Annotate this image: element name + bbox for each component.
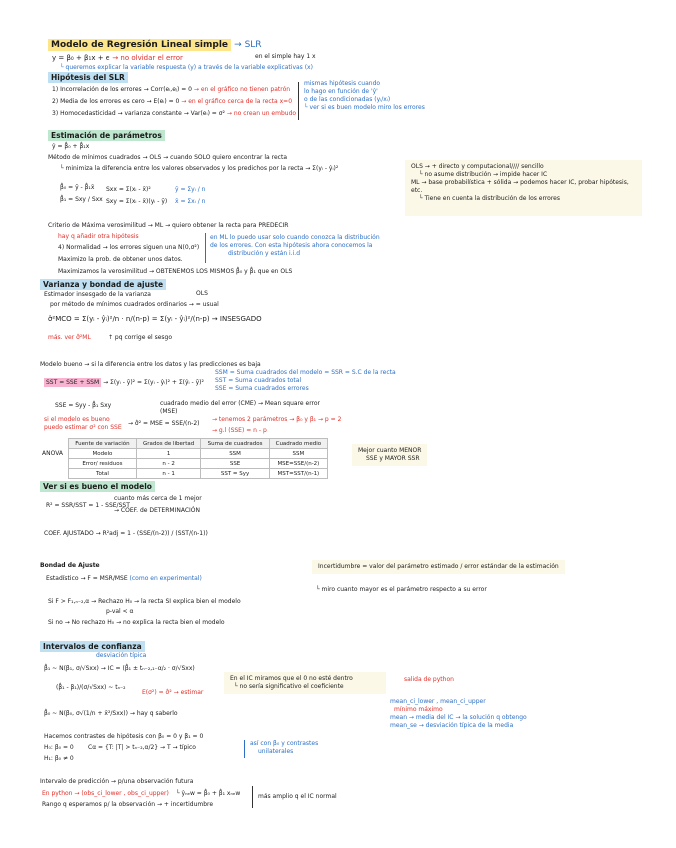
modelo-bueno-estimar: si el modelo es bueno puedo estimar σ² con SSE — [44, 416, 122, 431]
bondad-pval: p-val < α — [106, 608, 134, 615]
r2-note-2: → COEF. de DETERMINACIÓN — [114, 507, 200, 514]
r2-title: Ver si es bueno el modelo — [40, 482, 155, 491]
mse-formula: → σ̂² = MSE = SSE/(n-2) — [128, 420, 200, 427]
varianza-title: Varianza y bondad de ajuste — [40, 280, 166, 289]
hipotesis-item-3: 3) Homocedasticidad → varianza constante → Var(eᵢ) = σ² → no crean un embudo — [52, 110, 297, 117]
ols-label: OLS — [196, 290, 208, 297]
formula-xbar: x̄ = Σxᵢ / n — [175, 198, 206, 205]
page-title: Modelo de Regresión Lineal simple → SLR — [48, 40, 262, 50]
table-row: Total n - 1 SST = Syy MST=SST/(n-1) — [69, 469, 328, 479]
estimacion-title: Estimación de parámetros — [48, 131, 165, 140]
incertidumbre-subnote: └ miro cuanto mayor es el parámetro respecto a su error — [316, 586, 487, 593]
bondad-title: Bondad de Ajuste — [40, 562, 100, 569]
formula-beta0: β̂₀ = ȳ - β̂₁x̄ — [60, 184, 95, 191]
intro-explain: └ queremos explicar la variable respuesta (y) a través de la variable explicativas (x) — [60, 64, 313, 71]
bondad-f: Estadístico → F = MSR/MSE (como en experimental) — [46, 575, 202, 582]
ml-side-note: en ML lo puedo usar solo cuando conozca la distribución de los errores. Con esta hipótesis ahora conocemos la distribución y están i.i.d — [210, 234, 380, 257]
t-statistic: (β̂₁ - β₁)/(σ/√Sxx) ~ tₙ₋₂ — [56, 684, 126, 691]
r2-adjusted: COEF. AJUSTADO → R²adj = 1 - (SSE/(n-2)) / (SST/(n-1)) — [44, 530, 208, 537]
anova-label: ANOVA — [42, 450, 64, 457]
prediccion-bracket — [252, 786, 253, 808]
r2-note-1: cuanto más cerca de 1 mejor — [114, 495, 202, 502]
anova-side-note: Mejor cuanto MENOR SSE y MAYOR SSR — [352, 444, 427, 466]
table-row: Modelo 1 SSM SSM — [69, 449, 328, 459]
modelo-bueno-line: Modelo bueno → si la diferencia entre los datos y las predicciones es baja — [40, 361, 261, 368]
python-output-title: salida de python — [404, 676, 454, 683]
formula-sxx: Sxx = Σ(xᵢ - x̄)² — [106, 186, 151, 193]
varianza-mas-ver: más. ver σ̂²ML — [48, 334, 91, 341]
contrastes-bracket — [244, 740, 245, 758]
hipotesis-item-1: 1) Incorrelación de los errores → Corr(eᵢ,eⱼ) = 0 → en el gráfico no tienen patrón — [52, 86, 291, 93]
gl-note: → g.l (SSE) = n - p — [212, 427, 267, 434]
intervalos-title: Intervalos de confianza — [40, 642, 145, 651]
beta0-distribution: β̂₀ ~ N(β₀, σ√(1/n + x̄²/Sxx)) → hay q saberlo — [44, 710, 178, 717]
anova-header: Grados de libertad — [136, 439, 200, 449]
h1-label: H₁: β₀ ≠ 0 — [44, 755, 74, 762]
incertidumbre-note: Incertidumbre = valor del parámetro estimado / error estándar de la estimación — [312, 560, 565, 574]
ols-vs-ml-note: OLS → + directo y computacional//// sencillo └ no asume distribución → impide hacer IC ML → base probabilística + sólida → podemos hacer IC, probar hipótesis, etc. └ Tiene en cuenta la distribución de los errores — [405, 160, 642, 216]
sigma-estimar: E(σ²) = σ̂² → estimar — [142, 689, 204, 696]
ml-bracket — [205, 233, 206, 263]
parametros-note: → tenemos 2 parámetros → β₀ y β₁ → p = 2 — [212, 416, 342, 423]
estimador-note: por método de mínimos cuadrados ordinarios → = usual — [50, 301, 219, 308]
region-critica: Cα = {T: |T| > tₙ₋₂,α/2} → T → típico — [88, 744, 196, 751]
cme-note: cuadrado medio del error (CME) → Mean square error (MSE) — [160, 400, 321, 415]
beta1-distribution: β̂₁ ~ N(β₁, σ/√Sxx) → IC = (β̂₁ ± tₙ₋₂,₁₋α/₂ · σ/√Sxx) — [44, 665, 195, 672]
desviacion-tipica-label: desviación típica — [96, 652, 147, 659]
bondad-si-2: Si no → No rechazo H₀ → no explica la recta bien el modelo — [48, 619, 225, 626]
ols-note: └ minimiza la diferencia entre los valores observados y los predichos por la recta → Σ(yᵢ - ŷᵢ)² — [60, 165, 339, 172]
ml-note-1: hay q añadir otra hipótesis — [58, 233, 139, 240]
table-row: Error/ residuos n - 2 SSE MSE=SSE/(n-2) — [69, 459, 328, 469]
prediccion-line: Intervalo de predicción → p/una observación futura — [40, 778, 194, 785]
ml-note-4: Maximizamos la verosimilitud → OBTENEMOS LOS MISMOS β̂₀ y β̂₁ que en OLS — [58, 268, 293, 275]
bondad-si-1: Si F > F₁,ₙ₋₂,α → Rechazo H₀ → la recta SI explica bien el modelo — [48, 598, 241, 605]
r2-equation: R² = SSR/SST = 1 - SSE/SST — [46, 502, 130, 509]
sum-squares-defs: SSM = Suma cuadrados del modelo = SSR = S.C de la recta SST = Suma cuadrados total SSE = Suma cuadrados errores — [215, 369, 396, 392]
formula-ybar: ȳ = Σyᵢ / n — [175, 186, 206, 193]
ic-zero-note: En el IC miramos que el 0 no esté dentro └ no sería significativo el coeficiente — [224, 672, 386, 694]
anova-table — [68, 438, 328, 479]
python-output-notes: mean_ci_lower , mean_ci_upper mínimo máximo mean → media del IC → la solución q obtengo mean_se → desviación típica de la media — [390, 698, 527, 729]
anova-header: Suma de cuadrados — [201, 439, 269, 449]
estimador-insesgado: Estimador insesgado de la varianza — [44, 291, 151, 298]
formula-beta1: β̂₁ = Sxy / Sxx — [60, 196, 103, 203]
anova-header: Cuadrado medio — [269, 439, 327, 449]
ml-note-3: Maximizo la prob. de obtener unos datos. — [58, 256, 183, 263]
hipotesis-title: Hipótesis del SLR — [48, 73, 128, 82]
varianza-equation: σ̂²MCO = Σ(yᵢ - ŷᵢ)²/n · n/(n-p) = Σ(yᵢ - ŷᵢ)²/(n-p) → INSESGADO — [48, 315, 262, 323]
ols-method: Método de mínimos cuadrados → OLS → cuando SOLO quiero encontrar la recta — [48, 154, 287, 161]
prediccion-rango: Rango q esperamos p/ la observación → + incertidumbre — [42, 801, 214, 808]
prediccion-ynew: └ ŷₙₑw = β̂₀ + β̂₁ xₙₑw — [176, 790, 241, 797]
contrastes-line: Hacemos contrastes de hipótesis con β₀ = 0 y β₁ = 0 — [44, 733, 204, 740]
prediccion-note: más amplio q el IC normal — [258, 793, 337, 800]
ml-note-2: 4) Normalidad → los errores siguen una N(0,σ²) — [58, 244, 200, 251]
hipotesis-bracket — [298, 82, 299, 120]
prediccion-python: En python → (obs_ci_lower , obs_ci_upper) — [42, 790, 169, 797]
ml-criterion: Criterio de Máxima verosimilitud → ML → quiero obtener la recta para PREDECIR — [48, 222, 289, 229]
sse-formula: SSE = Syy - β̂₁ Sxy — [55, 402, 112, 409]
h0-label: H₀: β₀ = 0 — [44, 744, 74, 751]
sst-decomposition: SST = SSE + SSM → Σ(yᵢ - ȳ)² = Σ(yᵢ - ŷᵢ)² + Σ(ŷᵢ - ȳ)² — [46, 379, 204, 386]
slr-equation: y = β₀ + β₁x + ϵ → no olvidar el error — [52, 54, 183, 62]
anova-header: Fuente de variación — [69, 439, 137, 449]
formula-sxy: Sxy = Σ(xᵢ - x̄)(yᵢ - ȳ) — [106, 198, 168, 205]
varianza-sesgo: ↑ pq corrige el sesgo — [108, 334, 173, 341]
hipotesis-side-note: mismas hipótesis cuando lo hago en función de 'ŷ' o de las condicionadas (yᵢ/xᵢ) └ ver si es buen modelo miro los errores — [304, 80, 425, 111]
contrastes-note: así con β₀ y contrastes unilaterales — [250, 740, 319, 755]
hipotesis-item-2: 2) Media de los errores es cero → E(eᵢ) = 0 → en el gráfico cerca de la recta x=0 — [52, 98, 293, 105]
simple-note: en el simple hay 1 x — [255, 53, 316, 60]
estimacion-eq: ŷ = β̂₀ + β̂₁x — [52, 143, 90, 150]
